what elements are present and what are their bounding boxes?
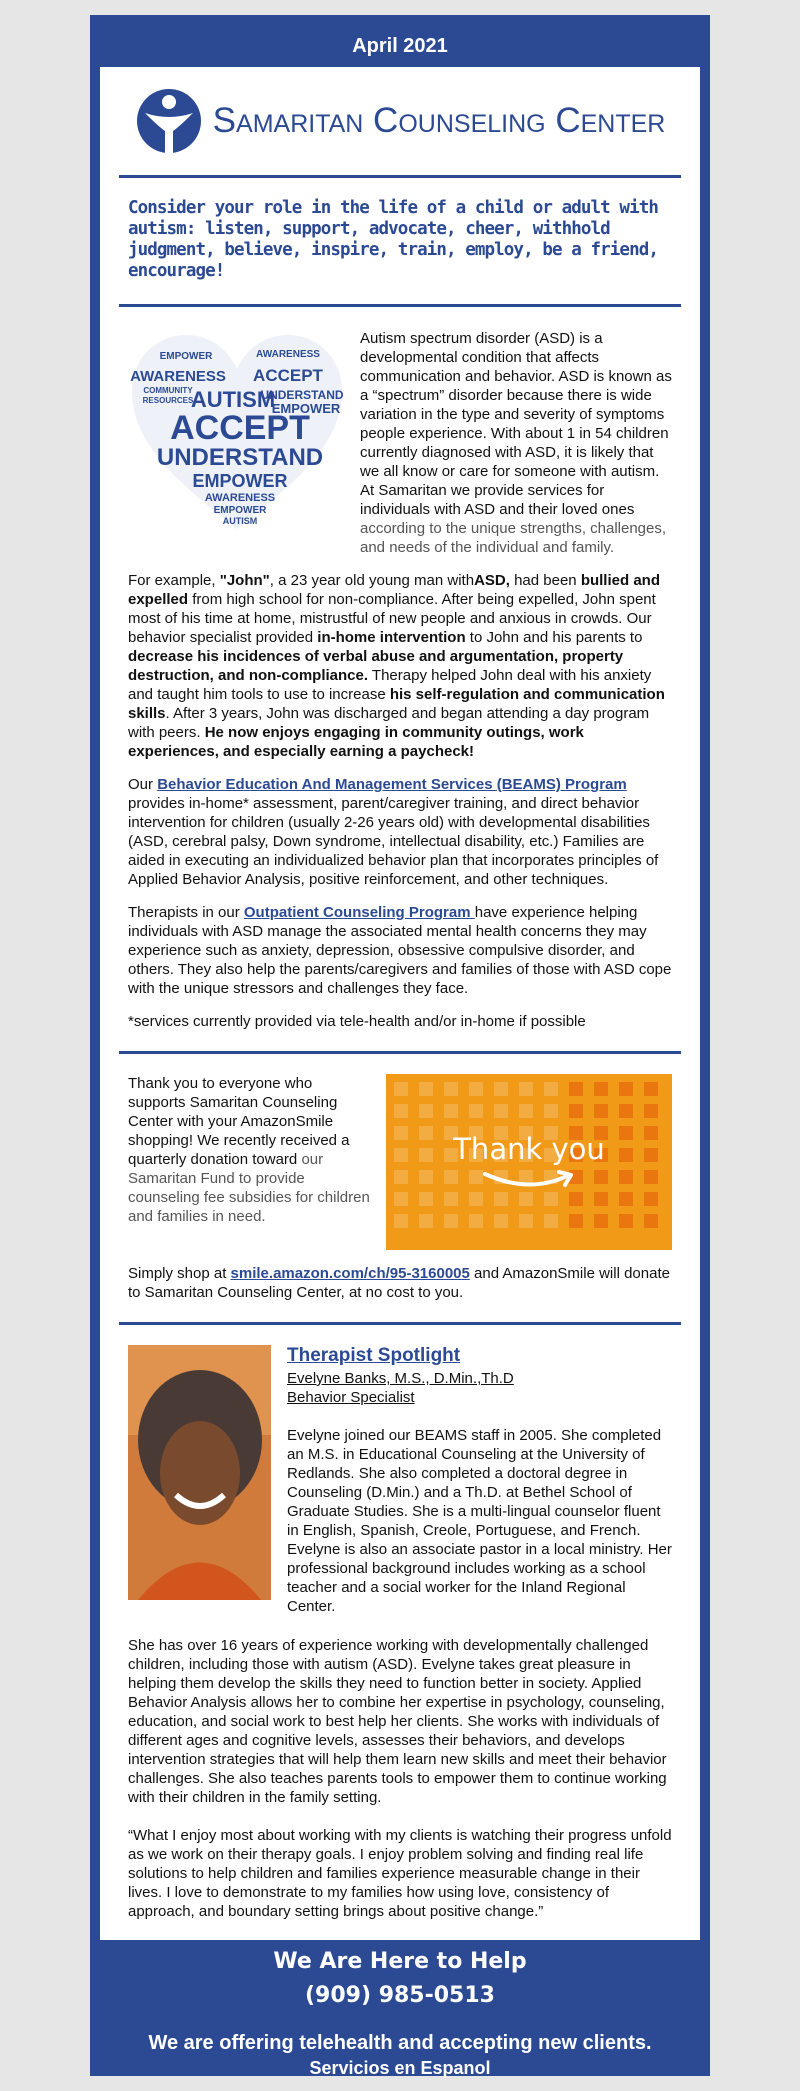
amazon-smile-icon: [481, 1170, 577, 1192]
text-run: Our: [128, 776, 158, 793]
amazonsmile-link[interactable]: smile.amazon.com/ch/95-3160005: [230, 1265, 470, 1282]
pattern-square: [494, 1104, 508, 1118]
heart-word: AWARENESS: [256, 349, 320, 360]
intro-text: [360, 329, 672, 557]
pattern-square: [494, 1192, 508, 1206]
text-run: from high school for non-compliance. After being expelled, John spent most of his time at home, mistrustful of new people and anxious in crowds. Our behavior specialist provided: [128, 591, 656, 646]
thank-you-banner: [386, 1074, 672, 1250]
pattern-square: [419, 1082, 433, 1096]
logo: [128, 67, 672, 175]
pattern-square: [519, 1082, 533, 1096]
text-run: have experience helping individuals with ASD manage the associated mental health concerns they may experience such as anxiety, depression, obsessive compulsive disorder, and others. They also help the parents/caregivers and families of those with ASD cope with the unique stressors and challenges they face.: [128, 904, 672, 997]
therapist-spotlight-title[interactable]: Therapist Spotlight: [287, 1345, 461, 1366]
intro-text-main: Autism spectrum disorder (ASD) is a developmental condition that affects communication and behavior. ASD is known as a “spectrum” disorder because there is wide variation in the type and severity of symptoms people experience. With about 1 in 54 children currently diagnosed with ASD, it is likely that we all know or care for someone with autism. At Samaritan we provide services for individuals with ASD and their loved ones: [360, 330, 672, 518]
pattern-square: [619, 1170, 633, 1184]
pattern-square: [544, 1214, 558, 1228]
pattern-square: [569, 1082, 583, 1096]
newsletter-date: April 2021: [352, 34, 448, 57]
footer-telehealth: We are offering telehealth and accepting new clients.: [148, 2032, 652, 2054]
pattern-square: [394, 1192, 408, 1206]
text-run: , a 23 year old young man with: [269, 572, 475, 589]
samaritan-logo-icon: [135, 87, 203, 155]
pattern-square: [419, 1104, 433, 1118]
text-run: ASD,: [474, 572, 510, 589]
pattern-square: [544, 1082, 558, 1096]
newsletter: [90, 15, 710, 2076]
pattern-square: [619, 1214, 633, 1228]
pattern-square: [519, 1104, 533, 1118]
heart-word: ACCEPT: [170, 409, 310, 447]
heart-word: UNDERSTAND: [156, 444, 324, 471]
heart-word: EMPOWER: [159, 351, 213, 362]
outpatient-program-link[interactable]: Outpatient Counseling Program: [243, 904, 475, 921]
heart-word: COMMUNITY: [143, 386, 193, 395]
pattern-square: [444, 1214, 458, 1228]
amazon-shop-paragraph: [128, 1264, 672, 1302]
pattern-square: [569, 1214, 583, 1228]
intro-text-tail: according to the unique strengths, challenges, and needs of the individual and family.: [360, 520, 667, 556]
thank-you-text: Thank you: [453, 1132, 605, 1166]
text-run: Simply shop at: [128, 1265, 231, 1282]
beams-paragraph: [128, 775, 672, 889]
pattern-square: [544, 1192, 558, 1206]
pattern-square: [644, 1214, 658, 1228]
text-run: Thank you to everyone who supports Samaritan Counseling Center with your AmazonSmile shopping! We recently received a quarterly donation toward: [128, 1075, 350, 1168]
pattern-square: [644, 1170, 658, 1184]
therapist-role: Behavior Specialist: [287, 1389, 415, 1406]
text-run: his self-regulation and communication skills: [128, 686, 665, 722]
pattern-square: [394, 1214, 408, 1228]
footer: [90, 1940, 710, 2079]
pattern-square: [394, 1104, 408, 1118]
heart-word: ACCEPT: [253, 366, 323, 385]
heart-word: AUTISM: [222, 516, 258, 526]
text-run: provides in-home* assessment, parent/caregiver training, and direct behavior intervention for children (usually 2-26 years old) with developmental disabilities (ASD, cerebral palsy, Down syndrome, intellectual disability, etc.) Families are aided in executing an individualized behavior plan that incorporates principles of Applied Behavior Analysis, positive reinforcement, and other techniques.: [128, 795, 659, 888]
pattern-square: [419, 1214, 433, 1228]
pattern-square: [444, 1170, 458, 1184]
text-run: For example,: [128, 572, 220, 589]
portrait-image: [128, 1345, 271, 1600]
therapist-photo: [128, 1345, 271, 1600]
therapist-quote: “What I enjoy most about working with my clients is watching their progress unfold as we work on their therapy goals. I enjoy problem solving and finding real life solutions to help children and families experience measurable change in their lives. I love to demonstrate to my families how using love, consistency of approach, and boundary setting brings about positive change.”: [128, 1827, 672, 1920]
pattern-square: [419, 1192, 433, 1206]
heart-word: EMPOWER: [271, 401, 341, 416]
heart-word: RESOURCES: [142, 396, 194, 405]
pattern-square: [594, 1082, 608, 1096]
amazon-section: [128, 1054, 672, 1250]
pattern-square: [569, 1104, 583, 1118]
heart-word: AWARENESS: [204, 492, 276, 504]
therapist-bio: Evelyne joined our BEAMS staff in 2005. She completed an M.S. in Educational Counseling at the University of Redlands. She also completed a doctoral degree in Counseling (D.Min.) and a Th.D. at Bethel School of Graduate Studies. She is a multi-lingual counselor fluent in English, Spanish, Creole, Portuguese, and French. Evelyne is also an associate pastor in a local ministry. Her professional background includes working as a school teacher and a social worker for the Inland Regional Center.: [287, 1427, 672, 1615]
heart-word: EMPOWER: [192, 471, 288, 491]
pattern-square: [619, 1104, 633, 1118]
pattern-square: [394, 1082, 408, 1096]
pattern-square: [594, 1214, 608, 1228]
text-run: had been: [509, 572, 581, 589]
beams-program-link[interactable]: Behavior Education And Management Services (BEAMS) Program: [157, 776, 627, 793]
footer-heading: We Are Here to Help: [273, 1949, 527, 1974]
pattern-square: [494, 1214, 508, 1228]
services-note: *services currently provided via tele-health and/or in-home if possible: [128, 1013, 586, 1030]
text-run: He now enjoys engaging in community outings, work experiences, and especially earning a paycheck!: [128, 724, 584, 760]
heart-word: AUTISM: [190, 387, 276, 412]
tagline: Consider your role in the life of a child or adult with autism: listen, support, advocate, cheer, withhold judgment, believe, inspire, train, employ, be a friend, encourage!: [128, 198, 658, 281]
pattern-square: [644, 1104, 658, 1118]
text-run: Therapy helped John deal with his anxiety and taught him tools to use to increase: [128, 667, 652, 703]
text-run: to John and his parents to: [465, 629, 643, 646]
spotlight-text: [287, 1345, 672, 1616]
pattern-square: [444, 1082, 458, 1096]
heart-word: EMPOWER: [213, 505, 267, 516]
text-run: bullied and expelled: [128, 572, 660, 608]
pattern-square: [644, 1192, 658, 1206]
autism-heart-word-cloud: [128, 329, 346, 534]
pattern-square: [544, 1104, 558, 1118]
text-run: . After 3 years, John was discharged and began attending a day program with peers.: [128, 705, 650, 741]
text-run: decrease his incidences of verbal abuse and argumentation, property destruction, and non-compliance.: [128, 648, 624, 684]
pattern-square: [569, 1192, 583, 1206]
therapist-spotlight: [128, 1325, 672, 1616]
pattern-square: [469, 1214, 483, 1228]
heart-word: AWARENESS: [130, 368, 226, 385]
text-run: Therapists in our: [128, 904, 244, 921]
text-run: in-home intervention: [317, 629, 466, 646]
pattern-square: [469, 1082, 483, 1096]
pattern-square: [519, 1192, 533, 1206]
text-run: and AmazonSmile will donate to Samaritan Counseling Center, at no cost to you.: [128, 1265, 670, 1301]
john-story: [128, 571, 672, 761]
logo-text: Samaritan Counseling Center: [212, 101, 666, 140]
pattern-square: [469, 1104, 483, 1118]
pattern-square: [494, 1082, 508, 1096]
pattern-square: [469, 1192, 483, 1206]
pattern-square: [444, 1104, 458, 1118]
pattern-square: [644, 1082, 658, 1096]
therapist-experience: She has over 16 years of experience working with developmentally challenged children, including those with autism (ASD). Evelyne takes great pleasure in helping them develop the skills they need to function better in society. Applied Behavior Analysis allows her to combine her expertise in psychology, counseling, education, and social work to best help her clients. She works with individuals of different ages and cognitive levels, assesses their behaviors, and develops intervention strategies that will help them learn new skills and meet their behavior challenges. She also teaches parents tools to empower them to continue working with their children in the family setting.: [128, 1637, 667, 1806]
pattern-square: [619, 1082, 633, 1096]
text-run: "John": [219, 572, 270, 589]
newsletter-body: [100, 67, 700, 1940]
amazon-text: [128, 1074, 372, 1250]
footer-phone[interactable]: (909) 985-0513: [305, 1983, 495, 2008]
pattern-square: [594, 1104, 608, 1118]
pattern-square: [394, 1170, 408, 1184]
therapist-name: Evelyne Banks, M.S., D.Min.,Th.D: [287, 1370, 514, 1387]
heart-word: UNDERSTAND: [260, 388, 344, 402]
pattern-square: [419, 1170, 433, 1184]
pattern-square: [444, 1192, 458, 1206]
text-run: our Samaritan Fund to provide counseling fee subsidies for children and families in need.: [128, 1151, 370, 1225]
footer-spanish: Servicios en Espanol: [309, 2058, 491, 2078]
intro-section: [128, 307, 672, 557]
pattern-square: [594, 1192, 608, 1206]
pattern-square: [519, 1214, 533, 1228]
pattern-square: [619, 1192, 633, 1206]
pattern-square: [594, 1170, 608, 1184]
outpatient-paragraph: [128, 903, 672, 998]
